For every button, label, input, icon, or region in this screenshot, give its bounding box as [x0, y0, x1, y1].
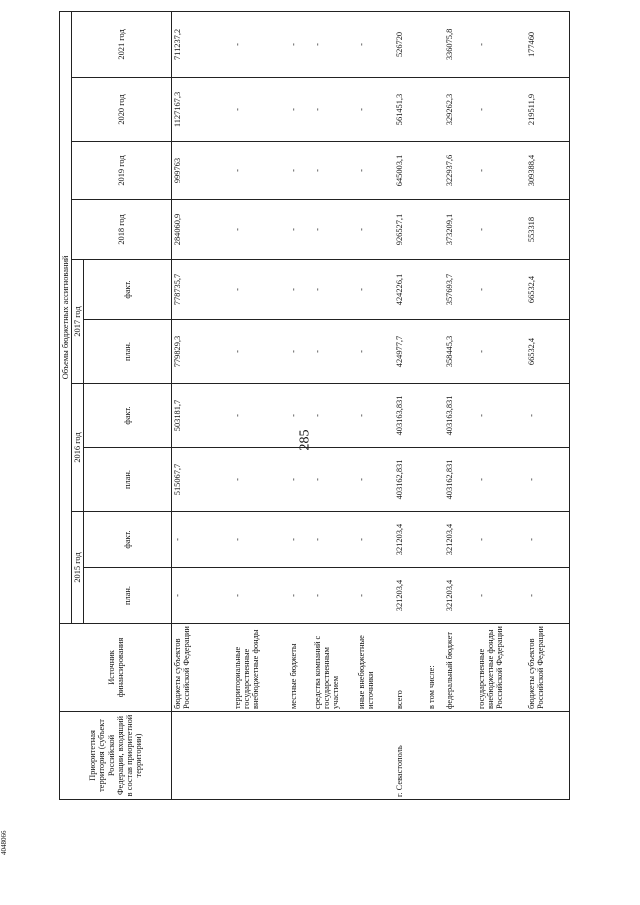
value-cell: -	[232, 11, 288, 77]
value-cell	[426, 78, 444, 142]
value-cell	[426, 142, 444, 200]
header-2021: 2021 год	[72, 11, 172, 77]
value-cell: -	[356, 384, 394, 448]
table-row	[394, 11, 426, 799]
value-cell: 321203,4	[394, 512, 426, 568]
table-row	[232, 11, 288, 799]
value-cell: 424226,1	[394, 260, 426, 320]
value-cell: -	[312, 512, 356, 568]
value-cell: 403163,831	[394, 384, 426, 448]
header-2015: 2015 год	[72, 512, 84, 624]
territory-cell	[312, 712, 356, 800]
value-cell: -	[476, 448, 526, 512]
value-cell: 321203,4	[394, 568, 426, 624]
territory-cell	[426, 712, 444, 800]
value-cell: 1127167,3	[172, 78, 232, 142]
value-cell	[426, 260, 444, 320]
table-row	[526, 11, 570, 799]
value-cell: -	[288, 568, 312, 624]
value-cell: -	[312, 320, 356, 384]
value-cell: -	[232, 142, 288, 200]
value-cell	[426, 384, 444, 448]
value-cell: -	[288, 512, 312, 568]
territory-cell	[476, 712, 526, 800]
value-cell: -	[288, 320, 312, 384]
source-cell: местные бюджеты	[288, 624, 312, 712]
value-cell: -	[232, 384, 288, 448]
header-source: Источник финансирования	[60, 624, 172, 712]
value-cell: -	[476, 320, 526, 384]
source-cell: бюджеты субъектов Российской Федерации	[526, 624, 570, 712]
header-2017-plan: план.	[84, 320, 172, 384]
value-cell	[426, 11, 444, 77]
value-cell: 329262,3	[444, 78, 476, 142]
value-cell: 321203,4	[444, 512, 476, 568]
value-cell: 309388,4	[526, 142, 570, 200]
source-cell: государственные внебюджетные фонды Российской Федерации	[476, 624, 526, 712]
territory-cell	[288, 712, 312, 800]
value-cell: -	[476, 568, 526, 624]
header-territory: Приоритетная территория (субъект Российской Федерации, входящий в состав приоритетной территории)	[60, 712, 172, 800]
territory-cell: г. Севастополь	[394, 712, 426, 800]
value-cell: -	[356, 320, 394, 384]
value-cell: 322937,6	[444, 142, 476, 200]
header-2015-plan: план.	[84, 568, 172, 624]
value-cell: -	[312, 568, 356, 624]
value-cell	[426, 448, 444, 512]
value-cell: 66532,4	[526, 320, 570, 384]
header-2016-plan: план.	[84, 448, 172, 512]
header-2018: 2018 год	[72, 200, 172, 260]
territory-cell	[526, 712, 570, 800]
value-cell: 779829,3	[172, 320, 232, 384]
budget-table	[59, 11, 570, 800]
value-cell: -	[288, 260, 312, 320]
territory-cell	[444, 712, 476, 800]
table-row	[288, 11, 312, 799]
header-2020: 2020 год	[72, 78, 172, 142]
value-cell: -	[288, 448, 312, 512]
value-cell	[426, 512, 444, 568]
value-cell: 403162,831	[444, 448, 476, 512]
value-cell: -	[312, 448, 356, 512]
value-cell: -	[356, 11, 394, 77]
value-cell: 645003,1	[394, 142, 426, 200]
value-cell: -	[476, 512, 526, 568]
value-cell: -	[312, 78, 356, 142]
source-cell: бюджеты субъектов Российской Федерации	[172, 624, 232, 712]
page-number: 285	[297, 429, 313, 451]
value-cell: -	[312, 200, 356, 260]
value-cell: 503181,7	[172, 384, 232, 448]
value-cell: -	[526, 384, 570, 448]
value-cell: -	[172, 512, 232, 568]
table-row	[426, 11, 444, 799]
value-cell: 553318	[526, 200, 570, 260]
value-cell: 424977,7	[394, 320, 426, 384]
value-cell: -	[526, 512, 570, 568]
header-volumes: Объемы бюджетных ассигнований	[60, 11, 72, 623]
territory-cell	[172, 712, 232, 800]
header-2016-fact: факт.	[84, 384, 172, 448]
value-cell: -	[312, 260, 356, 320]
source-cell: в том числе:	[426, 624, 444, 712]
value-cell	[426, 200, 444, 260]
value-cell: -	[232, 320, 288, 384]
value-cell: -	[356, 142, 394, 200]
value-cell: -	[232, 512, 288, 568]
value-cell: -	[356, 512, 394, 568]
value-cell: -	[356, 200, 394, 260]
value-cell: -	[288, 384, 312, 448]
value-cell: -	[526, 568, 570, 624]
value-cell: -	[312, 11, 356, 77]
territory-cell	[232, 712, 288, 800]
table-row	[172, 11, 232, 799]
value-cell: -	[476, 260, 526, 320]
value-cell: 321203,4	[444, 568, 476, 624]
value-cell: -	[476, 11, 526, 77]
value-cell: -	[288, 78, 312, 142]
value-cell: 66532,4	[526, 260, 570, 320]
value-cell: 711237,2	[172, 11, 232, 77]
value-cell: -	[232, 260, 288, 320]
value-cell: 403162,831	[394, 448, 426, 512]
value-cell: -	[526, 448, 570, 512]
value-cell: 926527,1	[394, 200, 426, 260]
value-cell: 561451,3	[394, 78, 426, 142]
value-cell: -	[356, 78, 394, 142]
value-cell: 219511,9	[526, 78, 570, 142]
header-2019: 2019 год	[72, 142, 172, 200]
source-cell: федеральный бюджет	[444, 624, 476, 712]
value-cell: -	[312, 142, 356, 200]
value-cell: 177460	[526, 11, 570, 77]
territory-cell	[356, 712, 394, 800]
value-cell: -	[232, 78, 288, 142]
source-cell: иные внебюджетные источники	[356, 624, 394, 712]
value-cell: -	[476, 142, 526, 200]
value-cell: 515067,7	[172, 448, 232, 512]
header-2017: 2017 год	[72, 260, 84, 384]
header-2016: 2016 год	[72, 384, 84, 512]
table-row	[476, 11, 526, 799]
table-body	[172, 11, 570, 799]
value-cell	[426, 568, 444, 624]
value-cell: -	[356, 260, 394, 320]
value-cell: -	[232, 568, 288, 624]
value-cell: 999763	[172, 142, 232, 200]
value-cell: 336075,8	[444, 11, 476, 77]
rotated-table-container	[59, 12, 627, 800]
value-cell: -	[288, 11, 312, 77]
value-cell: -	[288, 200, 312, 260]
source-cell: всего	[394, 624, 426, 712]
table-row	[312, 11, 356, 799]
value-cell: -	[288, 142, 312, 200]
value-cell: -	[356, 448, 394, 512]
value-cell: -	[356, 568, 394, 624]
value-cell: 357693,7	[444, 260, 476, 320]
value-cell: 373209,1	[444, 200, 476, 260]
value-cell: 403163,831	[444, 384, 476, 448]
value-cell: -	[312, 384, 356, 448]
header-2017-fact: факт.	[84, 260, 172, 320]
value-cell	[426, 320, 444, 384]
value-cell: -	[232, 448, 288, 512]
value-cell: 526720	[394, 11, 426, 77]
value-cell: -	[232, 200, 288, 260]
value-cell: -	[476, 78, 526, 142]
source-cell: территориальные государственные внебюджетные фонды	[232, 624, 288, 712]
value-cell: -	[172, 568, 232, 624]
document-id: 4048066	[0, 830, 8, 855]
value-cell: 358445,3	[444, 320, 476, 384]
source-cell: средства компаний с государственным участием	[312, 624, 356, 712]
value-cell: -	[476, 384, 526, 448]
value-cell: 778735,7	[172, 260, 232, 320]
header-2015-fact: факт.	[84, 512, 172, 568]
table-row	[356, 11, 394, 799]
value-cell: -	[476, 200, 526, 260]
value-cell: 284060,9	[172, 200, 232, 260]
table-row	[444, 11, 476, 799]
